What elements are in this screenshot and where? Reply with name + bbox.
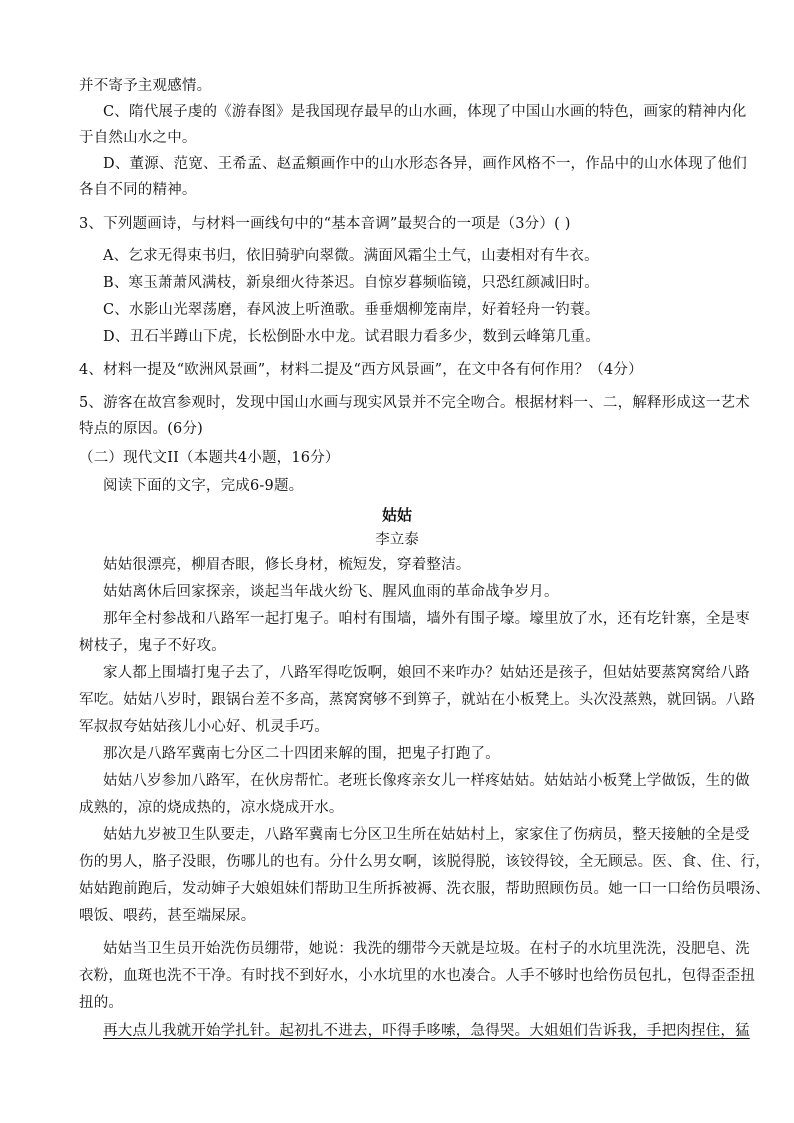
paragraph-line: 成熟的，凉的烧成热的，凉水烧成开水。	[79, 800, 344, 816]
article-title: 姑姑	[381, 506, 412, 524]
section-heading: （二）现代文II（本题共4小题，16分）	[79, 450, 340, 466]
paragraph-line: 衣粉，血斑也洗不干净。有时找不到好水，小水坑里的水也凑合。人手不够时也给伤员包扎，包得歪歪扭	[79, 968, 756, 984]
underlined-paragraph-line: 再大点儿我就开始学扎针。起初扎不进去，吓得手哆嗦，急得哭。大姐姐们告诉我，手把肉捏住，猛	[103, 1023, 750, 1039]
paragraph-line: 伤的男人，胳子没眼，伤哪儿的也有。分什么男女啊，该脱得脱，该铰得铰，全无顾忌。医、食、住、行，	[79, 854, 770, 870]
instruction: 阅读下面的文字，完成6-9题。	[103, 478, 304, 494]
paragraph-line: 姑姑当卫生员开始洗伤员绷带，她说：我洗的绷带今天就是垃圾。在村子的水坑里洗洗，没肥皂、洗	[103, 941, 750, 957]
paragraph-line: 家人都上围墙打鬼子去了，八路军得吃饭啊，娘回不来咋办？姑姑还是孩子，但姑姑要蒸窝窝给八路	[103, 665, 750, 681]
text-line: 特点的原因。(6分)	[79, 421, 204, 437]
option-c-line: C、隋代展子虔的《游春图》是我国现存最早的山水画，体现了中国山水画的特色，画家的精神内化	[103, 104, 747, 120]
text-line: 各自不同的精神。	[79, 182, 197, 198]
paragraph-line: 姑姑离休后回家探亲，谈起当年战火纷飞、腥风血雨的革命战争岁月。	[103, 584, 559, 600]
paragraph-line: 那年全村参战和八路军一起打鬼子。咱村有围墙，墙外有围子壕。壕里放了水，还有圪针寨，全是枣	[103, 611, 750, 627]
option-d-line: D、董源、范宽、王希孟、赵孟頫画作中的山水形态各异，画作风格不一，作品中的山水体现了他们	[103, 156, 747, 172]
paragraph-line: 军吃。姑姑八岁时，跟锅台差不多高，蒸窝窝够不到箅子，就站在小板凳上。头次没蒸熟，就回锅。八路	[79, 692, 756, 708]
question-4: 4、材料一提及“欧洲风景画”，材料二提及“西方风景画”，在文中各有何作用？（4分）	[79, 362, 643, 378]
question-3-option-c: C、水影山光翠荡磨，春风波上听渔歌。垂垂烟柳笼南岸，好着轻舟一钓蓑。	[103, 302, 600, 318]
question-3-option-b: B、寒玉萧萧风满枝，新泉细火待茶迟。自惊岁暮频临镜，只恐红颜减旧时。	[103, 275, 599, 291]
paragraph-line: 树枝子，鬼子不好攻。	[79, 638, 226, 654]
paragraph-line: 军叔叔夸姑姑孩儿小心好、机灵手巧。	[79, 719, 329, 735]
question-3-option-d: D、丑石半蹲山下虎，长松倒卧水中龙。试君眼力看多少，数到云峰第几重。	[103, 329, 600, 345]
paragraph-line: 喂饭、喂药，甚至端屎尿。	[79, 908, 256, 924]
question-3-option-a: A、乞求无得束书归，依旧骑驴向翠微。满面风霜尘土气，山妻相对有牛衣。	[103, 248, 599, 264]
text-line: 于自然山水之中。	[79, 130, 197, 146]
paragraph-line: 姑姑跑前跑后，发动婶子大娘姐妹们帮助卫生所拆被褥、洗衣服，帮助照顾伤员。她一口一口给伤员喂汤、	[79, 881, 770, 897]
text-line: 并不寄予主观感情。	[79, 78, 212, 94]
paragraph-line: 那次是八路军冀南七分区二十四团来解的围，把鬼子打跑了。	[103, 746, 500, 762]
paragraph-line: 姑姑很漂亮，柳眉杏眼，修长身材，梳短发，穿着整洁。	[103, 557, 471, 573]
paragraph-line: 姑姑九岁被卫生队要走，八路军冀南七分区卫生所在姑姑村上，家家住了伤病员，整天接触的全是受	[103, 827, 750, 843]
article-author: 李立泰	[375, 532, 419, 548]
question-3: 3、下列题画诗，与材料一画线句中的“基本音调”最契合的一项是（3分）( )	[79, 216, 571, 232]
paragraph-line: 扭的。	[79, 995, 124, 1011]
paragraph-line: 姑姑八岁参加八路军，在伙房帮忙。老班长像疼亲女儿一样疼姑姑。姑姑站小板凳上学做饭，生的做	[103, 773, 750, 789]
question-5: 5、游客在故宫参观时，发现中国山水画与现实风景并不完全吻合。根据材料一、二，解释形成这一艺术	[79, 395, 750, 411]
